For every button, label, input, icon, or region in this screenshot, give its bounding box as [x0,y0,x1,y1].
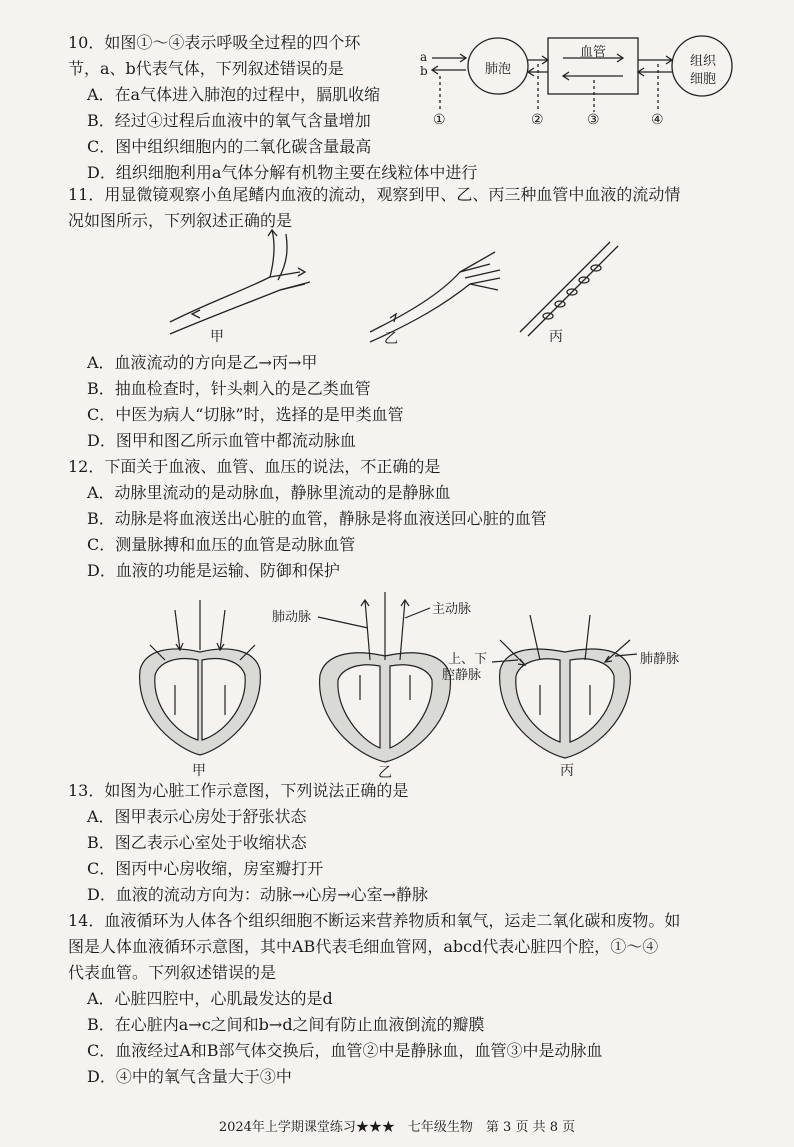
page-footer: 2024年上学期课堂练习★★★ 七年级生物 第 3 页 共 8 页 [218,1120,576,1135]
q12-option-c: C．测量脉搏和血压的血管是动脉血管 [87,535,356,554]
gas-a-label: a [420,50,428,64]
q13-option-a: A．图甲表示心房处于舒张状态 [87,807,307,826]
q14-option-d: D．④中的氧气含量大于③中 [87,1067,292,1086]
q10-option-c: C．图中组织细胞内的二氧化碳含量最高 [87,137,372,156]
heart-caption-jia: 甲 [192,763,206,779]
q11-option-a: A．血液流动的方向是乙→丙→甲 [87,353,318,372]
heart-diagrams-svg [120,590,720,765]
q11-option-d: D．图甲和图乙所示血管中都流动脉血 [87,431,356,450]
q12-option-d: D．血液的功能是运输、防御和保护 [87,561,340,580]
q13-option-b: B．图乙表示心室处于收缩状态 [87,833,307,852]
q10-option-a: A．在a气体进入肺泡的过程中，膈肌收缩 [87,85,381,104]
tissue-cell-label-2: 细胞 [690,72,717,87]
q11-stem-line2: 况如图所示，下列叙述正确的是 [68,211,293,230]
label-vena-cava-line1: 上、下 [448,652,488,667]
q14-stem-line1: 14．血液循环为人体各个组织细胞不断运来营养物质和氧气，运走二氧化碳和废物。如 [68,911,681,930]
q10-stem-line1: 10．如图①～④表示呼吸全过程的四个环 [68,33,361,52]
step-2-label: ② [531,112,544,128]
q10-stem-line2: 节，a、b代表气体，下列叙述错误的是 [68,59,344,78]
q11-option-b: B．抽血检查时，针头刺入的是乙类血管 [87,379,371,398]
q10-option-b: B．经过④过程后血液中的氧气含量增加 [87,111,371,130]
q12-stem: 12．下面关于血液、血管、血压的说法，不正确的是 [68,457,441,476]
q14-option-b: B．在心脏内a→c之间和b→d之间有防止血液倒流的瓣膜 [87,1015,485,1034]
vessel-caption-bing: 丙 [549,329,563,345]
alveolus-label: 肺泡 [485,62,512,77]
q11-option-c: C．中医为病人“切脉”时，选择的是甲类血管 [87,405,404,424]
gas-b-label: b [420,64,428,78]
q13-stem: 13．如图为心脏工作示意图，下列说法正确的是 [68,781,409,800]
step-3-label: ③ [587,112,600,128]
vessel-caption-yi: 乙 [384,331,398,347]
q14-option-c: C．血液经过A和B部气体交换后，血管②中是静脉血，血管③中是动脉血 [87,1041,603,1060]
q14-stem-line3: 代表血管。下列叙述错误的是 [68,963,277,982]
vessel-label: 血管 [580,45,607,60]
q12-option-b: B．动脉是将血液送出心脏的血管，静脉是将血液送回心脏的血管 [87,509,547,528]
q13-option-c: C．图丙中心房收缩，房室瓣打开 [87,859,324,878]
label-vena-cava-line2: 腔静脉 [442,668,482,683]
step-1-label: ① [433,112,446,128]
q10-option-d: D．组织细胞利用a气体分解有机物主要在线粒体中进行 [87,163,478,182]
tissue-cell-label-1: 组织 [690,54,717,69]
step-4-label: ④ [651,112,664,128]
label-aorta: 主动脉 [432,602,472,617]
q14-option-a: A．心脏四腔中，心肌最发达的是d [87,989,333,1008]
q12-option-a: A．动脉里流动的是动脉血，静脉里流动的是静脉血 [87,483,451,502]
q14-stem-line2: 图是人体血液循环示意图，其中AB代表毛细血管网，abcd代表心脏四个腔，①～④ [68,937,659,956]
heart-caption-yi: 乙 [378,765,392,781]
label-pulmonary-artery: 肺动脉 [272,610,312,625]
heart-caption-bing: 丙 [560,763,574,779]
respiration-diagram [418,20,758,132]
q13-option-d: D．血液的流动方向为：动脉→心房→心室→静脉 [87,885,429,904]
vessel-caption-jia: 甲 [210,329,224,345]
q11-stem-line1: 11．用显微镜观察小鱼尾鳍内血液的流动，观察到甲、乙、丙三种血管中血液的流动情 [68,185,681,204]
label-pulmonary-vein: 肺静脉 [640,652,680,667]
heart-diagrams [120,590,720,765]
